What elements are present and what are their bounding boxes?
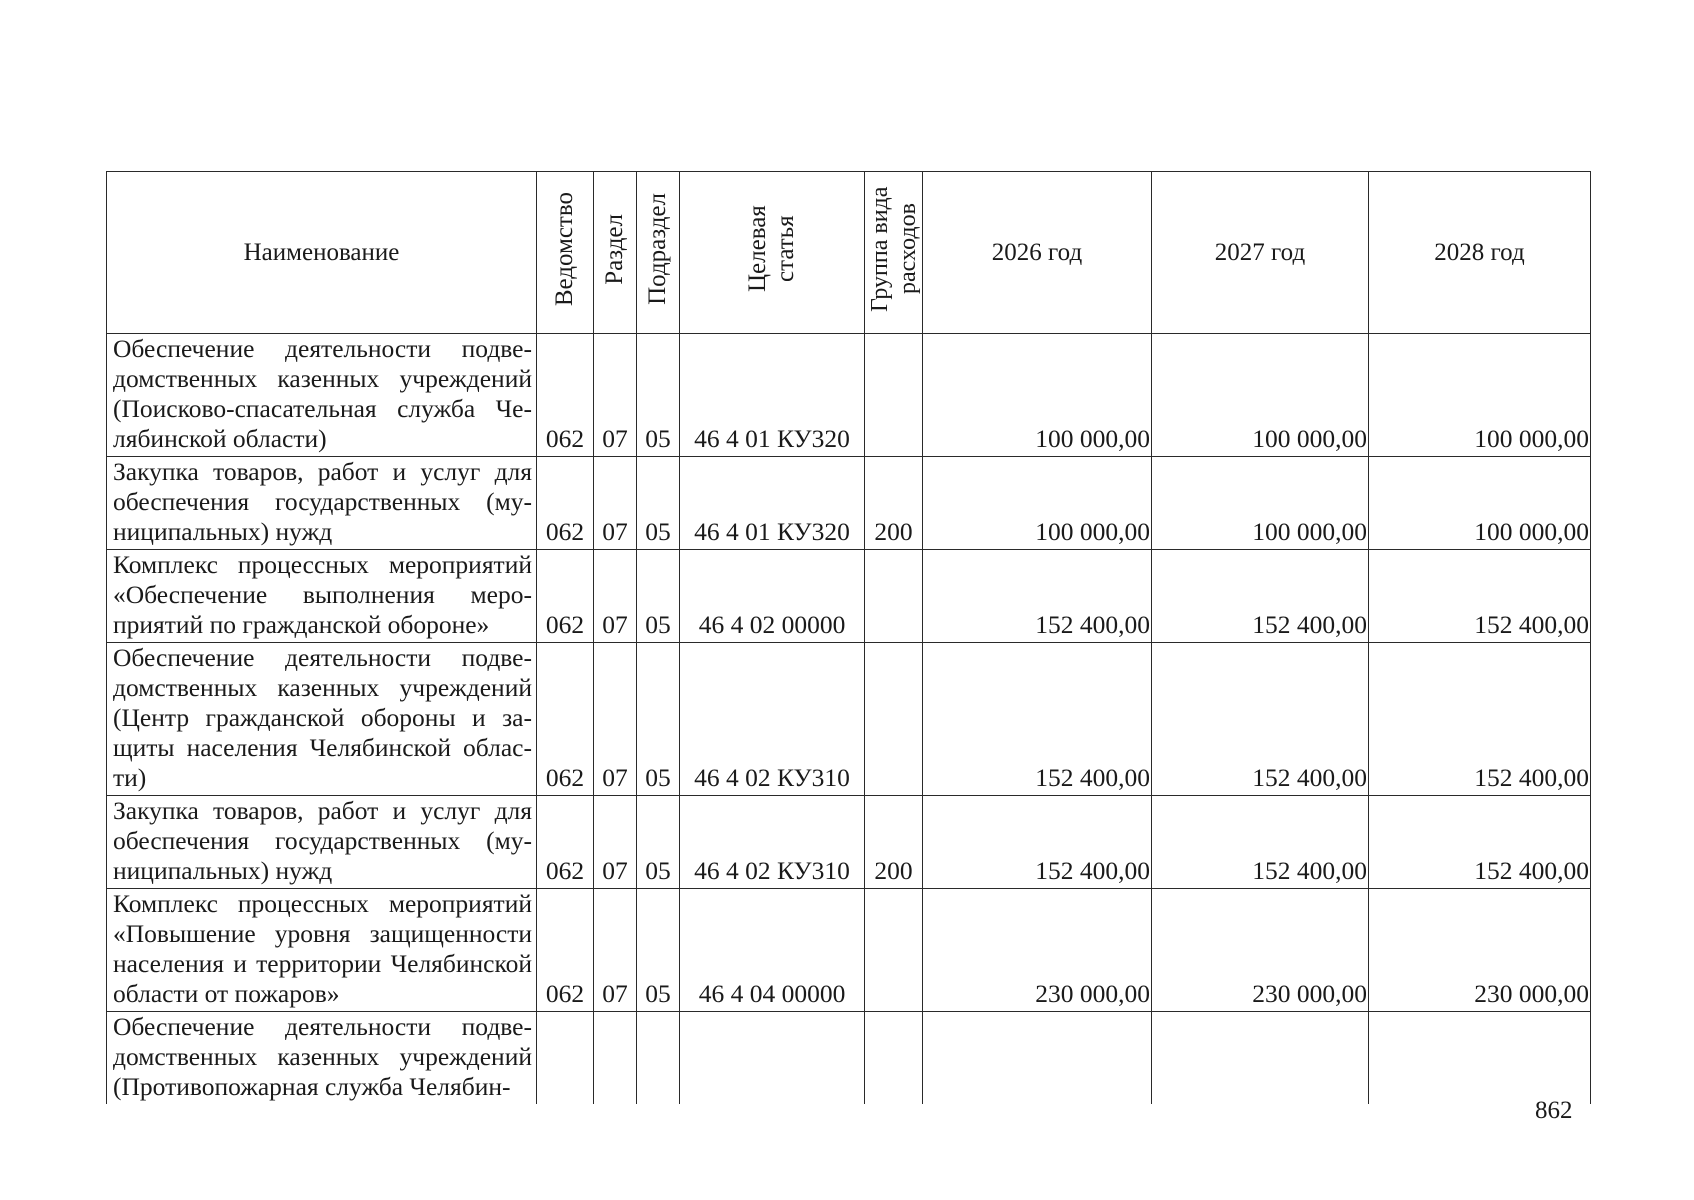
row-celevaya-statya: 46 4 01 КУ320	[680, 334, 865, 457]
row-vedomstvo: 062	[537, 334, 594, 457]
row-celevaya-statya: 46 4 04 00000	[680, 889, 865, 1012]
table-row	[107, 1012, 1591, 1105]
row-vedomstvo: 062	[537, 457, 594, 550]
row-value-2026: 152 400,00	[923, 796, 1152, 889]
row-value-2028: 100 000,00	[1369, 334, 1591, 457]
row-name: Закупка товаров, работ и услуг для обеспечения государственных (муниципальных) нужд	[107, 457, 537, 550]
header-year-2026: 2026 год	[923, 172, 1152, 334]
row-razdel	[594, 1012, 637, 1105]
table-header-row	[107, 172, 1591, 334]
row-name: Обеспечение деятельности подведомственных казенных учреждений (Поисково-спасательная служба Челябинской области)	[107, 334, 537, 457]
row-celevaya-statya: 46 4 02 КУ310	[680, 643, 865, 796]
budget-table	[106, 171, 1591, 1104]
row-value-2026: 100 000,00	[923, 334, 1152, 457]
row-razdel: 07	[594, 643, 637, 796]
row-gruppa	[865, 550, 923, 643]
row-podrazdel: 05	[637, 796, 680, 889]
row-razdel: 07	[594, 550, 637, 643]
row-podrazdel: 05	[637, 889, 680, 1012]
row-podrazdel	[637, 1012, 680, 1105]
row-podrazdel: 05	[637, 334, 680, 457]
header-year-2028: 2028 год	[1369, 172, 1591, 334]
table-row	[107, 550, 1591, 643]
row-value-2026: 230 000,00	[923, 889, 1152, 1012]
row-celevaya-statya: 46 4 01 КУ320	[680, 457, 865, 550]
row-value-2027: 152 400,00	[1152, 643, 1369, 796]
row-value-2028: 152 400,00	[1369, 796, 1591, 889]
page-number: 862	[1535, 1097, 1573, 1124]
row-gruppa: 200	[865, 457, 923, 550]
header-year-2027: 2027 год	[1152, 172, 1369, 334]
row-value-2028: 152 400,00	[1369, 550, 1591, 643]
row-value-2026: 100 000,00	[923, 457, 1152, 550]
budget-table-sheet	[106, 171, 1590, 1101]
row-name: Комплекс процессных мероприятий «Повышение уровня защищенности населения и территории Челябинской области от пожаров»	[107, 889, 537, 1012]
row-value-2027: 152 400,00	[1152, 796, 1369, 889]
row-celevaya-statya	[680, 1012, 865, 1105]
row-podrazdel: 05	[637, 643, 680, 796]
row-value-2028	[1369, 1012, 1591, 1105]
row-podrazdel: 05	[637, 457, 680, 550]
row-value-2028: 152 400,00	[1369, 643, 1591, 796]
table-row	[107, 334, 1591, 457]
row-vedomstvo: 062	[537, 796, 594, 889]
row-vedomstvo	[537, 1012, 594, 1105]
row-celevaya-statya: 46 4 02 КУ310	[680, 796, 865, 889]
row-value-2026	[923, 1012, 1152, 1105]
header-gruppa-vida-rashodov: Группа вида расходов	[865, 172, 923, 334]
row-razdel: 07	[594, 334, 637, 457]
row-gruppa	[865, 643, 923, 796]
table-row	[107, 889, 1591, 1012]
row-value-2027: 230 000,00	[1152, 889, 1369, 1012]
row-gruppa	[865, 334, 923, 457]
header-podrazdel: Подраздел	[637, 172, 680, 334]
table-row	[107, 643, 1591, 796]
row-razdel: 07	[594, 457, 637, 550]
row-gruppa: 200	[865, 796, 923, 889]
header-razdel: Раздел	[594, 172, 637, 334]
row-name: Закупка товаров, работ и услуг для обеспечения государственных (муниципальных) нужд	[107, 796, 537, 889]
row-value-2026: 152 400,00	[923, 643, 1152, 796]
table-row	[107, 457, 1591, 550]
row-razdel: 07	[594, 889, 637, 1012]
row-name: Обеспечение деятельности подведомственных казенных учреждений (Противопожарная служба Челябин-	[107, 1012, 537, 1105]
row-vedomstvo: 062	[537, 889, 594, 1012]
row-value-2026: 152 400,00	[923, 550, 1152, 643]
row-gruppa	[865, 889, 923, 1012]
header-celevaya-statya: Целевая статья	[680, 172, 865, 334]
row-gruppa	[865, 1012, 923, 1105]
row-value-2027	[1152, 1012, 1369, 1105]
row-value-2028: 100 000,00	[1369, 457, 1591, 550]
header-vedomstvo: Ведомство	[537, 172, 594, 334]
row-razdel: 07	[594, 796, 637, 889]
row-value-2027: 100 000,00	[1152, 334, 1369, 457]
row-value-2028: 230 000,00	[1369, 889, 1591, 1012]
row-vedomstvo: 062	[537, 643, 594, 796]
header-name: Наименование	[107, 172, 537, 334]
row-name: Обеспечение деятельности подведомственных казенных учреждений (Центр гражданской обороны и защиты населения Челябинской области)	[107, 643, 537, 796]
row-name: Комплекс процессных мероприятий «Обеспечение выполнения мероприятий по гражданской обороне»	[107, 550, 537, 643]
row-value-2027: 152 400,00	[1152, 550, 1369, 643]
row-vedomstvo: 062	[537, 550, 594, 643]
table-row	[107, 796, 1591, 889]
row-podrazdel: 05	[637, 550, 680, 643]
row-value-2027: 100 000,00	[1152, 457, 1369, 550]
row-celevaya-statya: 46 4 02 00000	[680, 550, 865, 643]
